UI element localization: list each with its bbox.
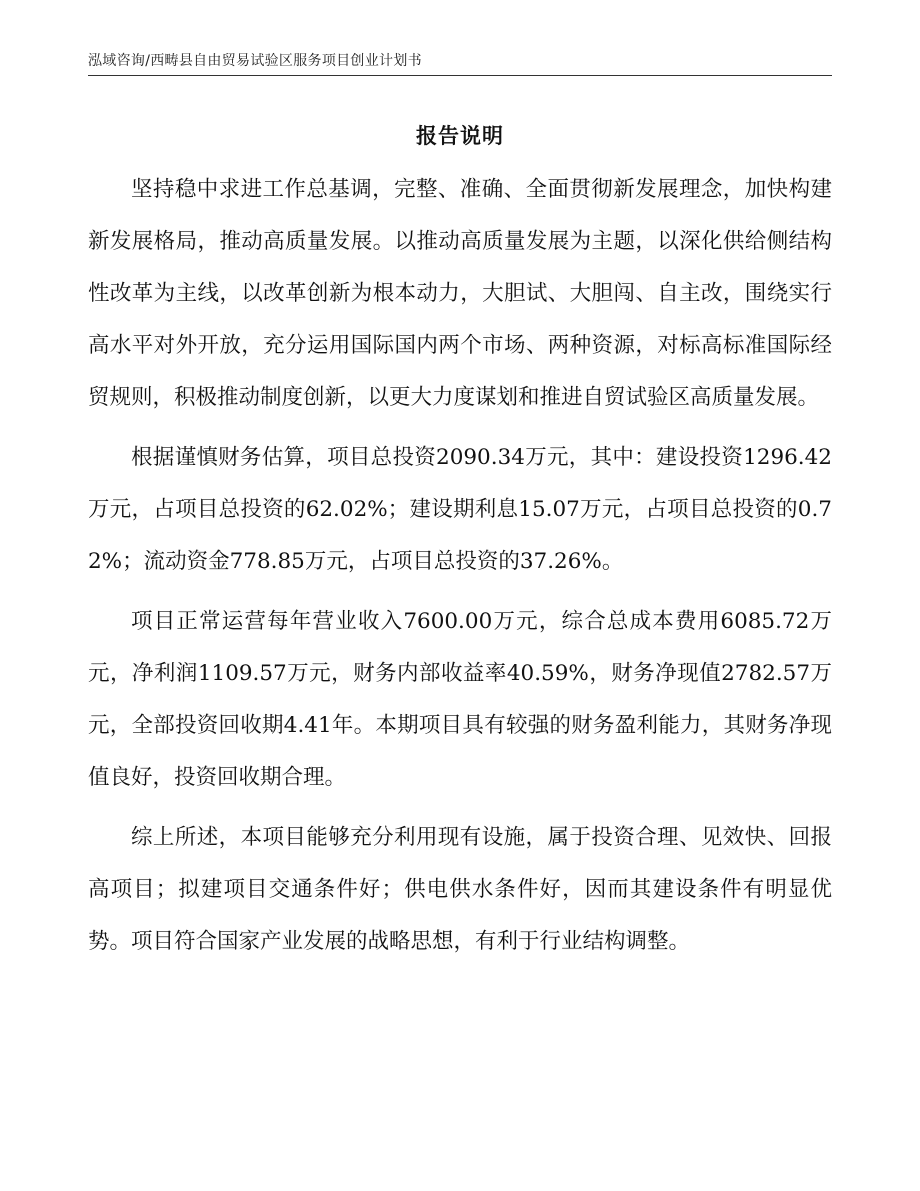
paragraph-conclusion: 综上所述，本项目能够充分利用现有设施，属于投资合理、见效快、回报高项目；拟建项目交通条件好；供电供水条件好，因而其建设条件有明显优势。项目符合国家产业发展的战略思想，有利于行业结构调整。 — [88, 825, 832, 954]
paragraph-investment: 根据谨慎财务估算，项目总投资2090.34万元，其中：建设投资1296.42万元，占项目总投资的62.02%；建设期利息15.07万元，占项目总投资的0.72%；流动资金778.85万元，占项目总投资的37.26%。 — [88, 445, 832, 574]
document-body — [88, 164, 832, 976]
header-divider — [88, 75, 832, 76]
running-header: 泓域咨询/西畴县自由贸易试验区服务项目创业计划书 — [88, 53, 422, 69]
section-title: 报告说明 — [416, 123, 504, 148]
paragraph-revenue: 项目正常运营每年营业收入7600.00万元，综合总成本费用6085.72万元，净利润1109.57万元，财务内部收益率40.59%，财务净现值2782.57万元，全部投资回收期4.41年。本期项目具有较强的财务盈利能力，其财务净现值良好，投资回收期合理。 — [88, 609, 832, 790]
paragraph-intro: 坚持稳中求进工作总基调，完整、准确、全面贯彻新发展理念，加快构建新发展格局，推动高质量发展。以推动高质量发展为主题，以深化供给侧结构性改革为主线，以改革创新为根本动力，大胆试、大胆闯、自主改，围绕实行高水平对外开放，充分运用国际国内两个市场、两种资源，对标高标准国际经贸规则，积极推动制度创新，以更大力度谋划和推进自贸试验区高质量发展。 — [88, 177, 832, 410]
